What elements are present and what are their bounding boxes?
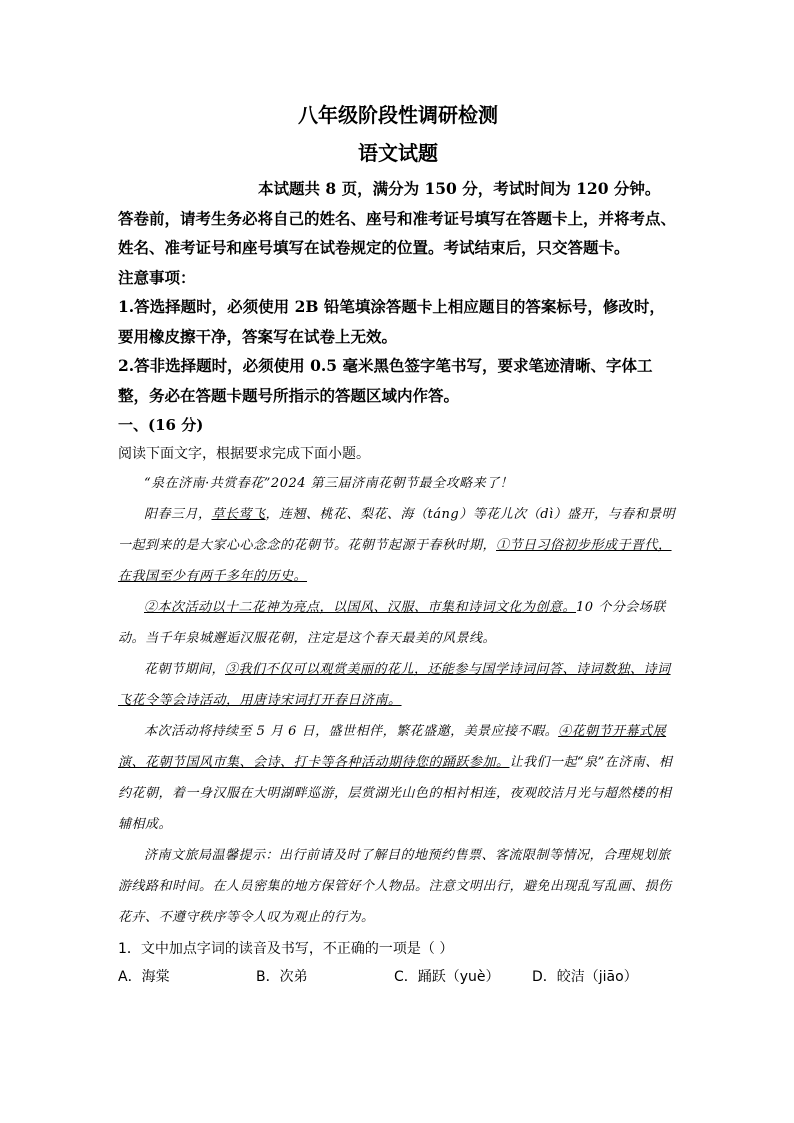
section-heading: 一、(16 分)	[118, 416, 204, 434]
page-title: 八年级阶段性调研检测	[298, 103, 498, 127]
question-1-stem: 1．文中加点字词的读音及书写，不正确的一项是（ ）	[118, 941, 454, 957]
option-b: B．次弟	[256, 969, 308, 985]
notice-item-1: 1.答选择题时，必须使用 2B 铅笔填涂答题卡上相应题目的答案标号，修改时，要用橡皮擦干净，答案写在试卷上无效。	[118, 297, 665, 346]
page-subtitle: 语文试题	[358, 141, 438, 165]
reading-passage	[118, 468, 678, 933]
underlined-sentence-2: ②本次活动以十二花神为亮点，以国风、汉服、市集和诗词文化为创意。	[144, 600, 577, 615]
passage-paragraph-5: 济南文旅局温馨提示：出行前请及时了解目的地预约售票、客流限制等情况，合理规划旅游线路和时间。在人员密集的地方保管好个人物品。注意文明出行，避免出现乱写乱画、损伤花卉、不遵守秩序等令人叹为观止的行为。	[118, 848, 672, 925]
passage-paragraph-3: 花朝节期间，③我们不仅可以观赏美丽的花儿，还能参与国学诗词问答、诗词数独、诗词飞花令等会诗活动，用唐诗宋词打开春日济南。	[118, 662, 671, 708]
passage-headline: “泉在济南·共赏春花”2024 第三届济南花朝节最全攻略来了！	[144, 476, 514, 491]
notice-title: 注意事项：	[118, 267, 196, 287]
option-c: C．踊跃（yuè）	[394, 969, 500, 985]
notice-item-2: 2.答非选择题时，必须使用 0.5 毫米黑色签字笔书写，要求笔迹清晰、字体工整，务必在答题卡题号所指示的答题区域内作答。	[118, 356, 653, 405]
option-d: D．皎洁（jiāo）	[532, 969, 638, 985]
underlined-sentence-3: ③我们不仅可以观赏美丽的花儿，还能参与国学诗词问答、诗词数独、诗词飞花令等会诗活动，用唐诗宋词打开春日济南。	[118, 662, 671, 708]
underlined-sentence-4: ④花朝节开幕式展演、花朝节国风市集、会诗、打卡等各种活动期待您的踊跃参加。	[118, 724, 667, 770]
section-prompt: 阅读下面文字，根据要求完成下面小题。	[118, 446, 370, 462]
option-a: A．海棠	[118, 969, 170, 985]
passage-paragraph-1: 阳春三月，草长莺飞，连翘、桃花、梨花、海（táng）等花儿次（dì）盛开，与春和景明一起到来的是大家心心念念的花朝节。花朝节起源于春秋时期，①节日习俗初步形成于晋代，在我国至少有两千多年的历史。	[118, 507, 676, 584]
question-1-options	[118, 963, 678, 991]
underlined-sentence-1: ①节日习俗初步形成于晋代，在我国至少有两千多年的历史。	[118, 538, 672, 584]
passage-paragraph-4: 本次活动将持续至 5 月 6 日，盛世相伴，繁花盛邀，美景应接不暇。④花朝节开幕式展演、花朝节国风市集、会诗、打卡等各种活动期待您的踊跃参加。让我们一起“泉”在济南、相约花朝，着一身汉服在大明湖畔巡游，层赏湖光山色的相衬相连，夜观皎洁月光与超然楼的相辅相成。	[118, 724, 673, 832]
passage-paragraph-2: ②本次活动以十二花神为亮点，以国风、汉服、市集和诗词文化为创意。10 个分会场联动。当千年泉城邂逅汉服花朝，注定是这个春天最美的风景线。	[118, 600, 666, 646]
exam-info: 本试题共 8 页，满分为 150 分，考试时间为 120 分钟。	[258, 179, 661, 198]
underlined-phrase: 草长莺飞	[211, 507, 266, 522]
exam-page	[118, 100, 678, 991]
exam-instruction: 答卷前，请考生务必将自己的姓名、座号和准考证号填写在答题卡上，并将考点、姓名、准考证号和座号填写在试卷规定的位置。考试结束后，只交答题卡。	[118, 208, 677, 257]
